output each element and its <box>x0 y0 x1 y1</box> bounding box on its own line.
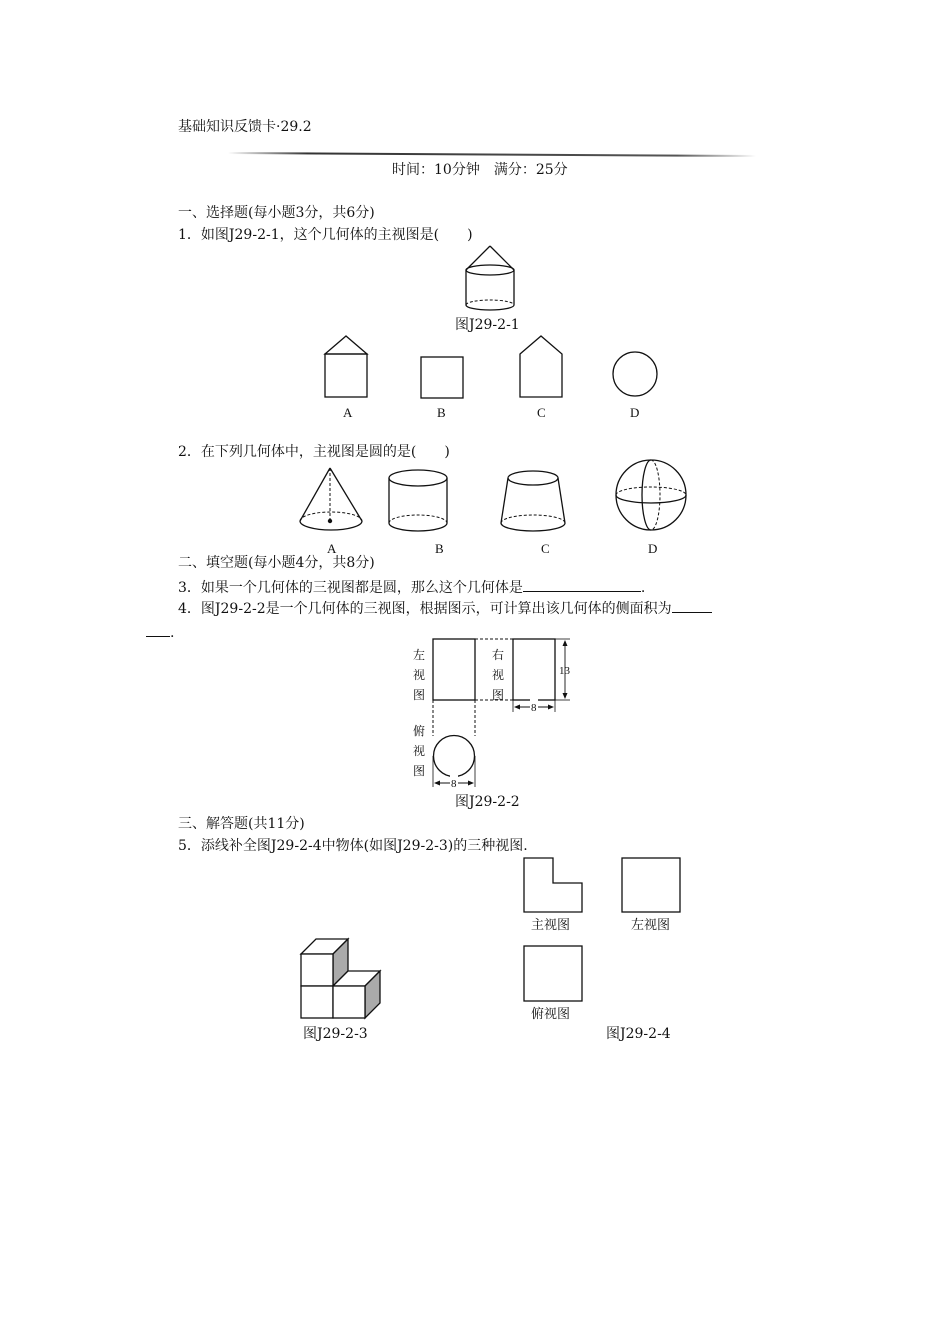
q1-option-a-label: A <box>343 405 353 420</box>
q4-end: . <box>170 625 175 641</box>
q3-line <box>178 577 645 597</box>
q2-option-b-label: B <box>435 541 444 556</box>
q3-answer-blank[interactable] <box>523 577 641 592</box>
q4-height-label: 13 <box>559 665 570 677</box>
q5-views-caption: 图J29-2-4 <box>606 1026 671 1042</box>
q1-figure-caption: 图J29-2-1 <box>455 317 520 333</box>
q1-option-b-shape <box>419 355 465 399</box>
q4-text: 4．图J29-2-2是一个几何体的三视图，根据图示，可计算出该几何体的侧面积为 <box>178 601 672 617</box>
q5-text: 5．添线补全图J29-2-4中物体(如图J29-2-3)的三种视图. <box>178 838 528 854</box>
q5-front-view-label: 主视图 <box>531 918 571 933</box>
section1-heading: 一、选择题(每小题3分，共6分) <box>178 205 375 221</box>
q5-top-view-shape <box>522 944 584 1004</box>
q5-left-view-label: 左视图 <box>631 918 671 933</box>
q1-option-a-shape <box>322 334 372 400</box>
q1-text: 1．如图J29-2-1，这个几何体的主视图是( ) <box>178 227 473 243</box>
q3-end: . <box>640 580 646 596</box>
q4-answer-blank-1[interactable] <box>672 598 712 613</box>
q5-object-caption: 图J29-2-3 <box>303 1026 368 1042</box>
q2-option-d-label: D <box>648 541 658 556</box>
q4-line-2 <box>146 622 174 642</box>
q5-front-view-shape <box>522 856 584 914</box>
q3-text: 3．如果一个几何体的三视图都是圆，那么这个几何体是 <box>178 580 523 596</box>
q4-line <box>178 598 712 618</box>
q2-option-b-cylinder <box>386 468 452 540</box>
q4-left-view-label: 左视图 <box>412 648 425 702</box>
q2-option-a-label: A <box>327 541 337 556</box>
q1-option-c-label: C <box>537 405 546 420</box>
q4-right-view-label: 右视图 <box>491 648 504 702</box>
q1-solid-figure <box>460 244 520 314</box>
q1-option-d-shape <box>611 351 661 397</box>
section2-heading: 二、填空题(每小题4分，共8分) <box>178 555 375 571</box>
q4-three-view-figure <box>430 636 580 796</box>
q2-text: 2．在下列几何体中，主视图是圆的是( ) <box>178 444 450 460</box>
q4-top-view-label: 俯视图 <box>412 724 425 778</box>
header-divider <box>228 148 756 160</box>
q1-option-c-shape <box>516 334 566 400</box>
q2-option-d-sphere <box>614 458 690 534</box>
q4-right-width-label: 8 <box>530 699 538 717</box>
q4-top-width-label: 8 <box>450 775 458 793</box>
q5-left-view-shape <box>620 856 682 914</box>
section3-heading: 三、解答题(共11分) <box>178 816 305 832</box>
q1-option-b-label: B <box>437 405 446 420</box>
q2-option-a-cone <box>296 465 368 537</box>
q2-option-c-label: C <box>541 541 550 556</box>
q5-top-view-label: 俯视图 <box>531 1007 571 1022</box>
q4-figure-caption: 图J29-2-2 <box>455 794 520 810</box>
q1-option-d-label: D <box>630 405 640 420</box>
q5-cube-object <box>298 934 384 1024</box>
q2-option-c-frustum <box>497 468 569 540</box>
card-title: 基础知识反馈卡·29.2 <box>178 119 312 135</box>
q4-answer-blank-2[interactable] <box>146 622 170 637</box>
time-info: 时间：10分钟 满分：25分 <box>392 162 568 178</box>
